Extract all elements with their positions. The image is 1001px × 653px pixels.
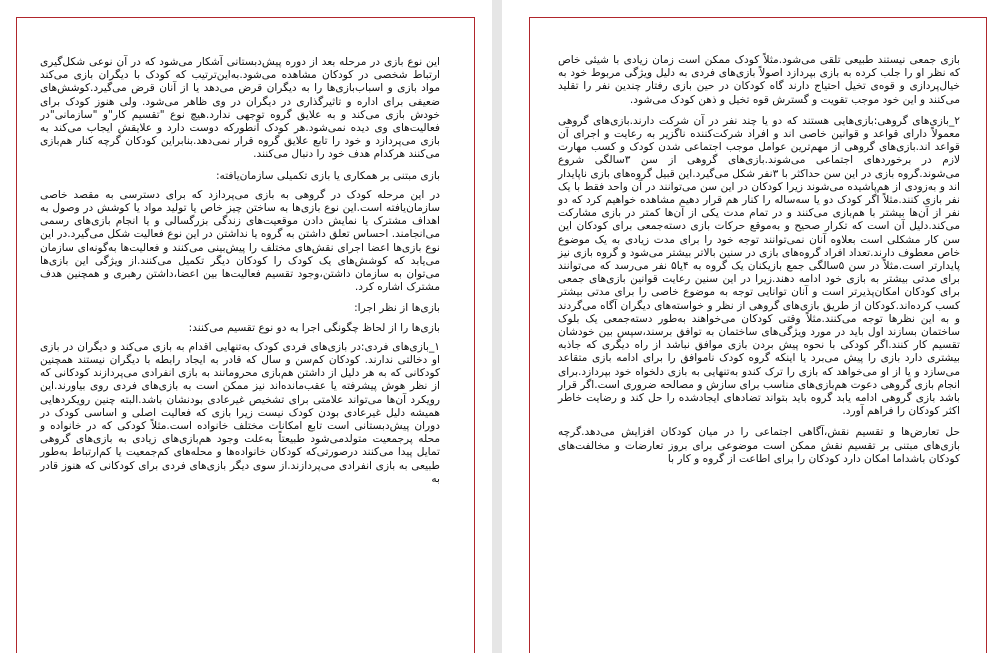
document-page-right [502, 0, 1001, 653]
paragraph-individual-play: ١_بازی‌های فردی:در بازی‌های فردی کودک به‌تنهایی اقدام به بازی می‌کند و دیگران در بازی او دخالتی ندارند. کودکان کم‌سن و سال که قادر به ایجاد رابطه با دیگران نیستند همچنین کودکانی که به هر دلیل از داشتن هم‌بازی محرومانند به بازی انفرادی می‌پردازند کودکانی که از نظر هوش پیشرفته یا عقب‌مانده‌اند نیز ممکن است به بازی‌های فردی روی بیاورند.این رویکرد آن‌ها می‌تواند علامتی برای تشخیص غیرعادی بودنشان باشد.البته چنین رویکردهایی همیشه دلیل غیرعادی بودن کودک نیست زیرا بازی که فعالیت اصلی و اساسی کودک در دوران پیش‌دبستانی است تابع امکانات مختلف خانواده است.مثلاً کودکی که در خانواده و محله پرجمعیت متولدمی‌شود طبیعتاً به‌علت وجود هم‌بازی‌های زیادی به بازی‌های گروهی تمایل پیدا می‌کنند درصورتی‌که کودکان خانواده‌ها و محله‌های کم‌جمعیت یا کم‌ارتباط به‌طور طبیعی به بازی انفرادی می‌پردازند.از سوی دیگر بازی‌های فردی برای کودکانی که هنوز قادر به [40, 340, 440, 485]
paragraph-cooperative-play: در این مرحله کودک در گروهی به بازی می‌پردازد که برای دسترسی به مقصد خاصی سازمان‌یافته است.این نوع بازی‌ها به ساختن چیز خاص یا تولید مواد یا کوشش در وصول به اهداف مشترک یا نمایش دادن موقعیت‌های زندگی بزرگسالی و یا انجام بازی‌های رسمی می‌انجامند. احساس تعلق داشتن به گروه یا نداشتن در این نوع فعالیت شکل می‌گیرد.در این نوع بازی‌ها اعضا اجرای نقش‌های مختلف را پیش‌بینی می‌کنند و فعالیت‌ها به‌گونه‌ای سازمان می‌یابد که کوشش‌های یک کودک را کودکان دیگر تکمیل می‌کنند.از ویژگی این بازی‌ها می‌توان به سازمان داشتن،وجود تقسیم فعالیت‌ها بین اعضا،داشتن رهبری و همچنین هدف مشترک اشاره کرد. [40, 188, 440, 294]
heading-by-execution: بازی‌ها از نظر اجرا: [354, 302, 440, 315]
paragraph-group-play: ٢_بازی‌های گروهی:بازی‌هایی هستند که دو یا چند نفر در آن شرکت دارند.بازی‌های گروهی معمولاً دارای قواعد و قوانین خاصی اند و افراد شرکت‌کننده ناگزیر به رعایت و اجرای آن قواعد اند.بازی‌های گروهی از مهم‌ترین عوامل موجب اجتماعی شدن کودک و کسب مهارت لازم در برخوردهای اجتماعی می‌شوند.بازی‌های گروهی از سن ٣سالگی شروع می‌شوند.گروه بازی در این سن حداکثر با ٣نفر شکل می‌گیرد.این قبیل گروه‌های بازی ناپایدار اند و به‌زودی از هم‌پاشیده می‌شوند زیرا کودکان در این سن می‌توانند در آن واحد فقط با یک نفر بازی کنند.مثلاً اگر کودک دو یا سه‌ساله را کنار هم قرار دهیم مشاهده خواهیم کرد که دو نفر از آن‌ها بیشتر با هم‌بازی می‌کنند و در تمام مدت یکی از آن‌ها کمتر در بازی مشارکت می‌کند.دلیل آن است که تکرار صحیح و به‌موقع حرکات بازی دسته‌جمعی برای کودکان این سن کار مشکلی است بعلاوه آنان نمی‌توانند توجه خود را برای مدت زیادی به یک موضوع خاص معطوف دارند.تعداد افراد گروه‌های بازی در سنین بالاتر بیشتر می‌شود و گروه بازی نیز پایدارتر است.مثلاً در سن ۵سالگی جمع بازیکنان یک گروه به ۴یا۵ نفر می‌رسد که می‌توانند برای مدتی بیشتر به بازی خود ادامه دهند.زیرا در این سنین رعایت قوانین بازی‌های جمعی برای کودکان امکان‌پذیرتر است و آنان توانایی توجه به موضوع خاصی را برای مدتی بیشتر کسب کرده‌اند.کودکان از طریق بازی‌های گروهی از نظر و خواسته‌های دیگران آگاه می‌گردند و به این نظرها توجه می‌کنند.مثلاً وقتی کودکان می‌خواهند به‌طور دسته‌جمعی یک بلوک ساختمان بسازند اول باید در مورد ویژگی‌های ساختمان به توافق برسند،سپس بین خودشان تقسیم کار کنند.اگر کودکی با نحوه پیش بردن بازی موافق نباشد از راه دیگری که جاذبه بیشتری دارد بازی را پیش می‌برد یا اینکه گروه کودک ناموافق را برای ادامه بازی متقاعد می‌سازد و یا از او می‌خواهد که بازی را ترک کندو به‌تنهایی به بازی دلخواه خود بپردازد.برای انجام بازی گروهی دعوت هم‌بازی‌های مناسب برای سازش و مصالحه ضروری است.اگر قرار باشد بازی گروهی ادامه یابد گروه باید بتواند تضادهای ایجادشده را حل کند و رضایت خاطر اکثر کودکان را فراهم آورد. [558, 114, 960, 418]
paragraph-two-types: بازی‌ها را از لحاظ چگونگی اجرا به دو نوع تقسیم می‌کنند: [188, 321, 440, 334]
page-gap [492, 0, 502, 653]
paragraph-conflict-resolution: حل تعارض‌ها و تقسیم نقش،آگاهی اجتماعی را در میان کودکان افزایش می‌دهد.گرچه بازی‌های مبتنی بر تقسیم نقش ممکن است موضوعی برای بروز تعارضات و مخالفت‌های کودکان باشداما امکان دارد کودکان را برای اطاعت از گروه و کار با [558, 426, 960, 465]
page-text-column [40, 56, 440, 494]
heading-cooperative-play: بازی مبتنی بر همکاری یا بازی تکمیلی سازمان‌یافته: [215, 169, 440, 182]
page-text-column [558, 54, 960, 474]
document-page-left [0, 0, 492, 653]
paragraph-individual-play-cont: بازی جمعی نیستند طبیعی تلقی می‌شود.مثلاً کودک ممکن است زمان زیادی با شیئی خاص که نظر او را جلب کرده به بازی بپردازد اصولاً بازی‌های فردی به دلیل ویژگی مربوط خود به خیال‌پردازی و قوه‌ی تخیل احتیاج دارند گاه کودکان در حین بازی رفتار چندین نفر را تقلید می‌کنند و این خود موجب تقویت و گسترش قوه تخیل و ذهن کودک می‌شود. [558, 54, 960, 106]
paragraph-parallel-play: این نوع بازی در مرحله بعد از دوره پیش‌دبستانی آشکار می‌شود که در آن نوعی شکل‌گیری ارتباط شخصی در کودکان مشاهده می‌شود.به‌این‌ترتیب که کودک با دیگران بازی می‌کند مواد بازی و اسباب‌بازی‌ها را به دیگران قرض می‌دهد یا از آنان قرض می‌گیرد.کوشش‌های ضعیفی برای اداره و تاثیرگذاری در دیگران در وی ظاهر می‌شود. ولی هنوز کودک برای خودش بازی می‌کند و به علایق گروه توجهی ندارد.هیچ نوع "تقسیم کار"و "سازمانی"در فعالیت‌های وی دیده نمی‌شود.هر کودک آنطورکه دوست دارد و علایقش ایجاب می‌کند به بازی می‌پردازد و خود را تابع علایق گروه قرار نمی‌دهد.بنابراین کودکان گرچه کنار هم‌بازی می‌کنند هرکدام هدف خود را دنبال می‌کنند. [40, 56, 440, 161]
